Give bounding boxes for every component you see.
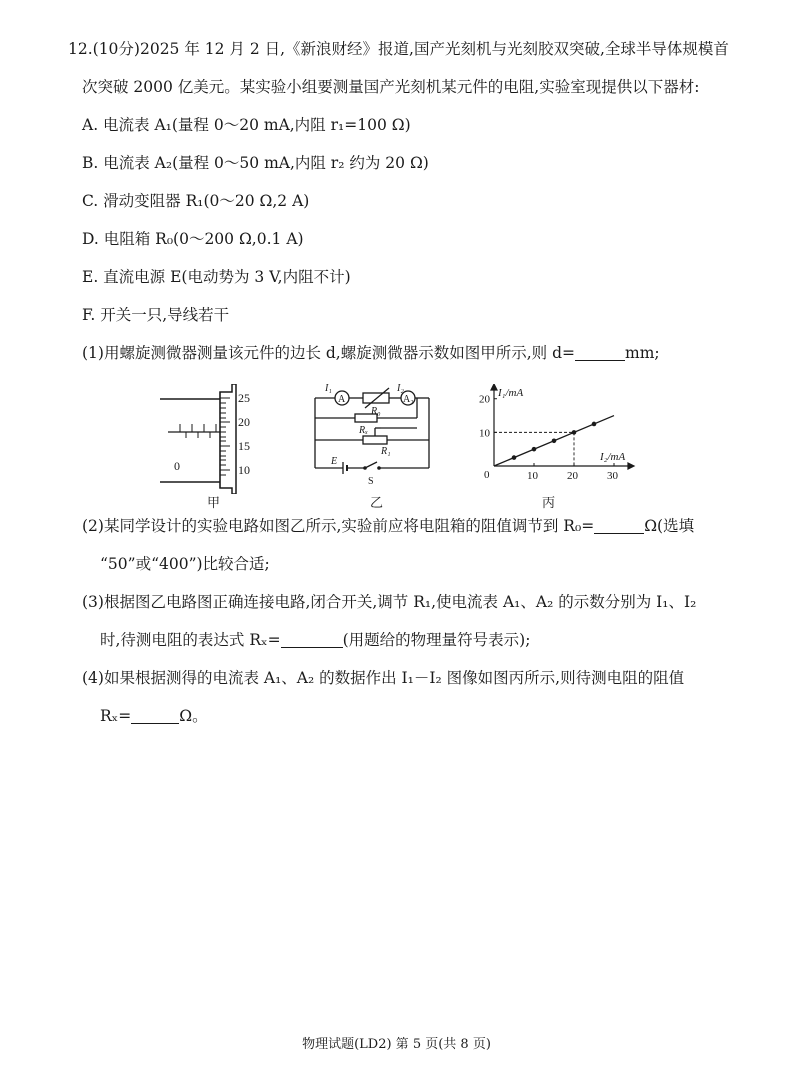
circuit-figure — [305, 382, 440, 487]
data-point — [552, 438, 557, 443]
data-point — [512, 455, 517, 460]
equipment-c: C. 滑动变阻器 R₁(0～20 Ω,2 A) — [82, 192, 310, 210]
equipment-a: A. 电流表 A₁(量程 0～20 mA,内阻 r₁=100 Ω) — [82, 116, 411, 134]
answer-blank-rx-value[interactable] — [131, 707, 179, 724]
subquestion-2 — [82, 515, 694, 537]
thimble-tick-25: 25 — [238, 391, 250, 405]
thimble-tick-15: 15 — [238, 439, 250, 453]
subquestion-3-line-1: (3)根据图乙电路图正确连接电路,闭合开关,调节 R₁,使电流表 A₁、A₂ 的示数分别为 I₁、I₂ — [82, 593, 697, 611]
figure-bing-caption: 丙 — [542, 496, 556, 511]
answer-blank-r0[interactable] — [594, 517, 644, 534]
answer-blank-d[interactable] — [575, 344, 625, 361]
label-i2: I₂ — [397, 383, 404, 394]
equipment-e: E. 直流电源 E(电动势为 3 V,内阻不计) — [82, 268, 351, 286]
data-point — [532, 447, 537, 452]
x-axis-label: I₂/mA — [600, 451, 626, 463]
ammeter-a2-symbol: A₂ — [403, 394, 414, 405]
micrometer-figure — [160, 384, 270, 494]
subquestion-4 — [100, 705, 208, 727]
figure-yi-caption: 乙 — [370, 496, 384, 511]
label-rx: Rₓ — [359, 425, 368, 436]
answer-blank-rx-expression[interactable] — [281, 631, 343, 648]
label-i1: I₁ — [325, 383, 332, 394]
thimble-tick-20: 20 — [238, 415, 250, 429]
y-tick-label: 10 — [479, 427, 490, 440]
subquestion-2-text: (2)某同学设计的实验电路如图乙所示,实验前应将电阻箱的阻值调节到 R₀= — [82, 517, 595, 535]
question-line-1: 12.(10分)2025 年 12 月 2 日,《新浪财经》报道,国产光刻机与光刻胶双突破,全球半导体规模首 — [68, 40, 729, 58]
subquestion-1-text: (1)用螺旋测微器测量该元件的边长 d,螺旋测微器示数如图甲所示,则 d= — [82, 344, 575, 362]
x-tick-label: 10 — [527, 470, 538, 482]
x-tick-label: 30 — [607, 470, 618, 482]
equipment-f: F. 开关一只,导线若干 — [82, 306, 230, 324]
subquestion-2-tail: Ω(选填 — [644, 517, 695, 535]
subquestion-4-text: Rₓ= — [100, 707, 132, 725]
i1-i2-graph — [478, 384, 638, 489]
subquestion-2-line-2: “50”或“400”)比较合适; — [100, 555, 270, 573]
origin-label: 0 — [484, 469, 490, 481]
sleeve-zero-label: 0 — [174, 459, 180, 473]
thimble-tick-10: 10 — [238, 463, 250, 477]
subquestion-1 — [82, 342, 660, 364]
equipment-b: B. 电流表 A₂(量程 0～50 mA,内阻 r₂ 约为 20 Ω) — [82, 154, 429, 172]
label-r0: R₀ — [371, 406, 381, 417]
subquestion-4-line-1: (4)如果根据测得的电流表 A₁、A₂ 的数据作出 I₁－I₂ 图像如图丙所示,则待测电阻的阻值 — [82, 669, 685, 687]
subquestion-1-unit: mm; — [625, 344, 660, 362]
equipment-d: D. 电阻箱 R₀(0～200 Ω,0.1 A) — [82, 230, 304, 248]
label-s: S — [368, 476, 374, 487]
x-tick-label: 20 — [567, 470, 578, 482]
subquestion-3-tail: (用题给的物理量符号表示); — [342, 631, 531, 649]
data-point — [592, 422, 597, 427]
y-axis-label: I₁/mA — [498, 387, 524, 399]
ammeter-a1-symbol: A — [338, 394, 346, 405]
subquestion-4-unit: Ω。 — [179, 707, 208, 725]
y-tick-label: 20 — [479, 393, 490, 406]
label-r1: R₁ — [381, 446, 391, 457]
figure-jia-caption: 甲 — [207, 496, 221, 511]
page-footer: 物理试题(LD2) 第 5 页(共 8 页) — [302, 1037, 491, 1052]
data-point — [572, 430, 577, 435]
question-line-2: 次突破 2000 亿美元。某实验小组要测量国产光刻机某元件的电阻,实验室现提供以下器材: — [82, 78, 700, 96]
label-e: E — [331, 456, 338, 467]
subquestion-3 — [100, 629, 530, 651]
subquestion-3-text: 时,待测电阻的表达式 Rₓ= — [100, 631, 281, 649]
